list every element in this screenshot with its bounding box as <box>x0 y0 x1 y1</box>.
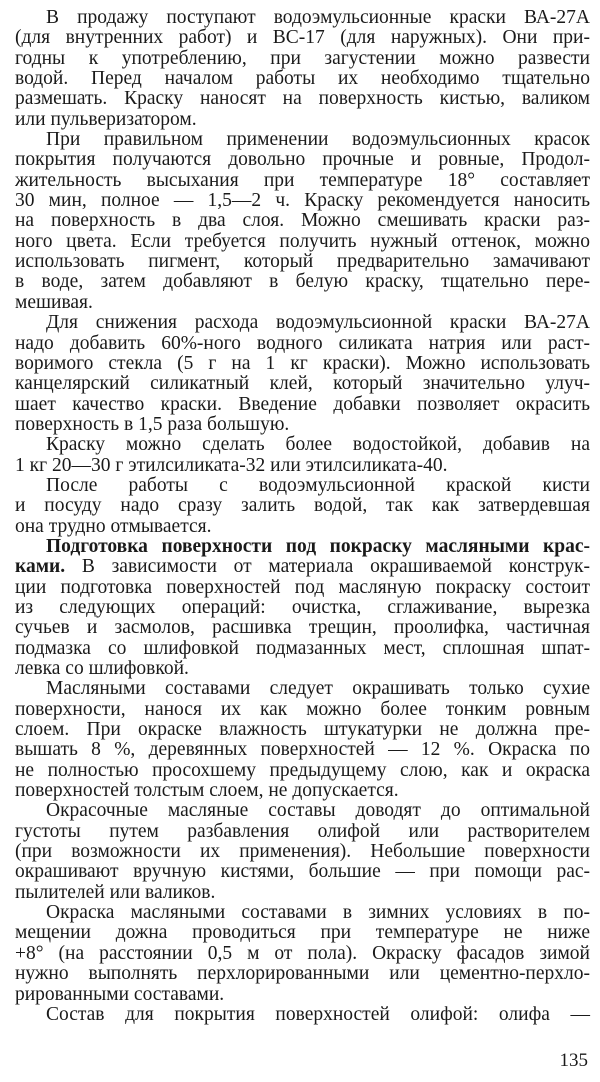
paragraph <box>15 801 590 903</box>
text-line: слоем. При окраске влажность штукатурки не должна пре- <box>15 719 590 741</box>
text-line: окрашивают вручную кистями, большие — при помощи рас- <box>15 861 590 883</box>
text-line: ного цвета. Если требуется получить нужный оттенок, можно <box>15 230 590 252</box>
text-line: водой. Перед началом работы их необходимо тщательно <box>15 68 590 90</box>
text-line: При правильном применении водоэмульсионных красок <box>46 129 590 151</box>
text-line: мешивая. <box>15 291 93 313</box>
text-line: поверхностей толстым слоем, не допускается. <box>15 780 399 802</box>
text-line: (при возможности их применения). Небольшие поверхности <box>15 841 590 863</box>
paragraph <box>15 313 590 435</box>
text-line: использовать пигмент, который предварительно замачивают <box>15 251 590 273</box>
text-line: 1 кг 20—30 г этилсиликата-32 или этилсиликата-40. <box>15 454 448 476</box>
text-line: Окраска масляными составами в зимних условиях в по- <box>46 902 590 924</box>
page-number: 135 <box>559 1050 588 1071</box>
section-heading: Подготовка поверхности под покраску масляными крас- <box>46 535 590 557</box>
text-line: Для снижения расхода водоэмульсионной краски ВА-27А <box>46 312 590 334</box>
text-line: 30 мин, полное — 1,5—2 ч. Краску рекомендуется наносить <box>15 190 590 212</box>
paragraph <box>15 537 590 679</box>
text-line: шает качество краски. Введение добавки позволяет окрасить <box>15 393 590 415</box>
paragraph <box>15 1005 590 1025</box>
text-line: жительность высыхания при температуре 18° составляет <box>15 169 590 191</box>
text-line: поверхности, нанося их как можно более тонким ровным <box>15 698 590 720</box>
text-line: в воде, затем добавляют в белую краску, тщательно пере- <box>15 271 590 293</box>
text-line: или пульверизатором. <box>15 108 197 130</box>
text-segment: В зависимости от материала окрашиваемой конструк- <box>65 556 590 578</box>
text-line: пылителей или валиков. <box>15 881 216 903</box>
text-line: Состав для покрытия поверхностей олифой: олифа — <box>46 1003 590 1025</box>
text-line: не полностью просохшему предыдущему слою, как и окраска <box>15 759 590 781</box>
text-line: покрытия получаются довольно прочные и ровные, Продол- <box>15 149 590 171</box>
text-line: Масляными составами следует окрашивать только сухие <box>46 678 590 700</box>
text-line: и посуду надо сразу залить водой, так как затвердевшая <box>15 495 590 517</box>
text-line: ции подготовка поверхностей под масляную покраску состоит <box>15 576 590 598</box>
text-line: она трудно отмывается. <box>15 515 212 537</box>
text-line: Краску можно сделать более водостойкой, добавив на <box>46 434 590 456</box>
text-line: левка со шлифовкой. <box>15 658 189 679</box>
paragraph <box>15 679 590 801</box>
text-line: Окрасочные масляные составы доводят до оптимальной <box>46 800 590 822</box>
text-line: из следующих операций: очистка, сглаживание, вырезка <box>15 596 590 618</box>
text-line: вышать 8 %, деревянных поверхностей — 12 %. Окраска по <box>15 739 590 761</box>
text-line: сучьев и засмолов, расшивка трещин, проолифка, частичная <box>15 617 590 639</box>
text-line: канцелярский силикатный клей, который значительно улуч- <box>15 373 590 395</box>
paragraph <box>15 903 590 1005</box>
text-line: нужно выполнять перхлорированными или цементно-перхло- <box>15 963 590 985</box>
text-line: надо добавить 60%-ного водного силиката натрия или раст- <box>15 332 590 354</box>
text-line: на поверхность в два слоя. Можно смешивать краски раз- <box>15 210 590 232</box>
paragraph <box>15 130 590 313</box>
text-line: В продажу поступают водоэмульсионные краски ВА-27А <box>46 7 590 28</box>
text-line <box>15 557 590 577</box>
page-body-text <box>15 8 590 1025</box>
text-line: рированными составами. <box>15 983 225 1005</box>
text-line: годны к употреблению, при загустении можно развести <box>15 47 590 69</box>
text-line: мещении дожна проводиться при температуре не ниже <box>15 922 590 944</box>
text-line: (для внутренних работ) и ВС-17 (для наружных). Они при- <box>15 27 590 49</box>
paragraph <box>15 8 590 130</box>
text-line: поверхность в 1,5 раза большую. <box>15 413 290 435</box>
section-heading-end: ками. <box>15 556 66 578</box>
text-line: подмазка со шлифовкой подмазанных мест, сплошная шпат- <box>15 637 590 659</box>
paragraph <box>15 476 590 537</box>
text-line: После работы с водоэмульсионной краской кисти <box>46 474 590 496</box>
text-line: воримого стекла (5 г на 1 кг краски). Можно использовать <box>15 352 590 374</box>
paragraph <box>15 435 590 476</box>
text-line: +8° (на расстоянии 0,5 м от пола). Окраску фасадов зимой <box>15 942 590 964</box>
text-line: размешать. Краску наносят на поверхность кистью, валиком <box>15 88 590 110</box>
text-line: густоты путем разбавления олифой или растворителем <box>15 820 590 842</box>
